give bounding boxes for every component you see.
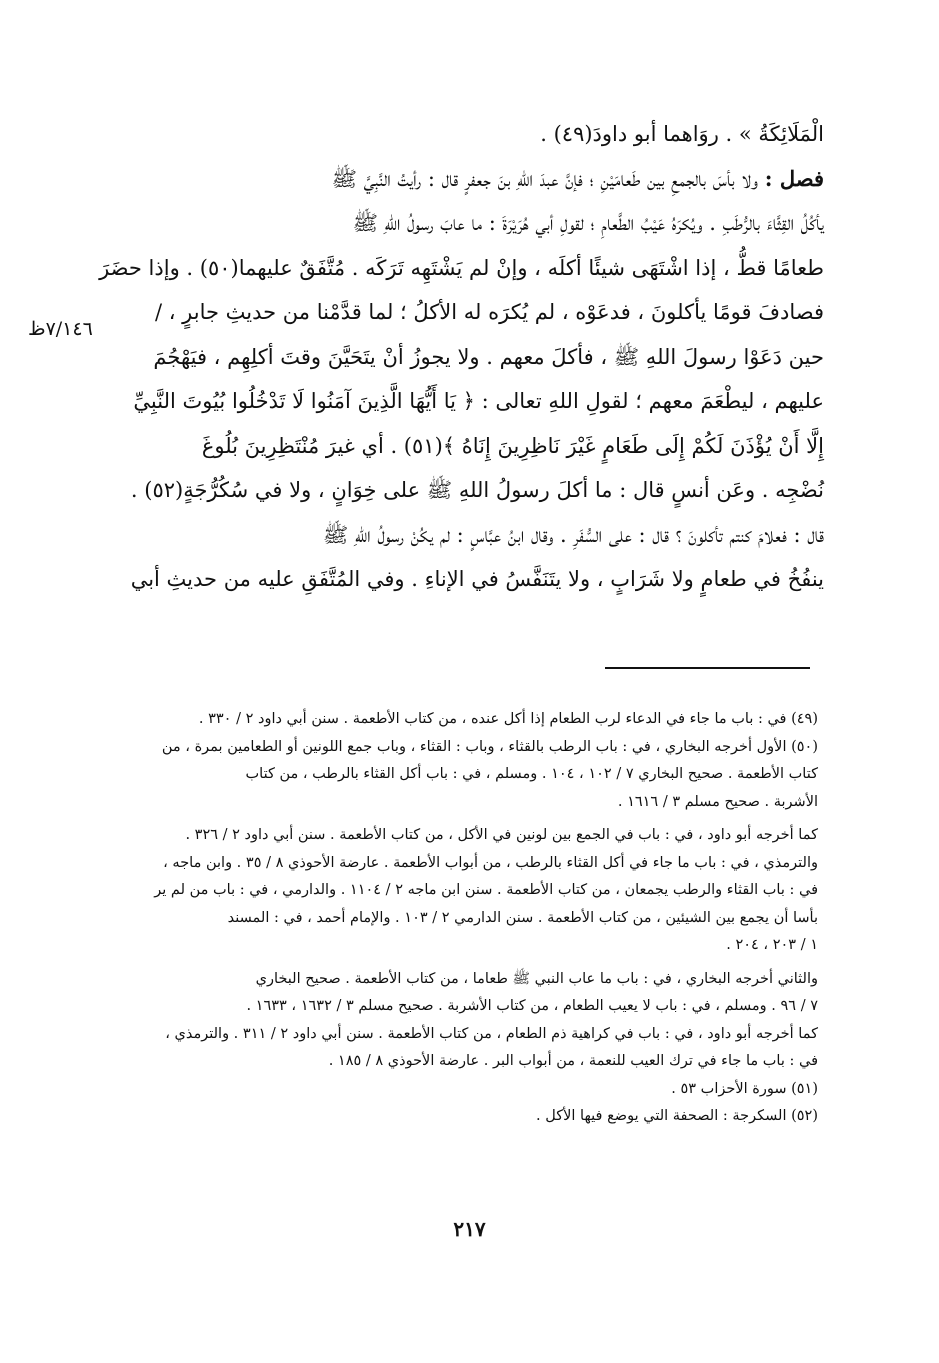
body-line: فصادفَ قومًا يأكلونَ ، فدعَوْه ، لم يُكرَه له الأكلُ ؛ لما قدَّمْنا من حديثِ جابرٍ ، / — [154, 300, 824, 324]
footnote-line: والترمذي ، في : باب ما جاء في أكل القثاء بالرطب ، من أبواب الأطعمة . عارضة الأحوذي ٨ / ٣٥ . وابن ماجه ، — [163, 854, 818, 871]
footnote-line: بأسا أن يجمع بين الشيئين ، من كتاب الأطعمة . سنن الدارمي ٢ / ١٠٣ . والإمام أحمد ، في : المسند — [227, 909, 818, 926]
body-line: قال : فعلامَ كنتم تأكلونَ ؟ قال : على السُّفَرِ . وقال ابنُ عبَّاسٍ : لم يكُنْ رسولُ اللهِ ﷺ — [322, 522, 824, 547]
body-line: حين دَعَوْا رسولَ اللهِ ﷺ ، فأكلَ معهم . ولا يجوزُ أنْ يتَحَيَّنَ وقتَ أكلِهِم ، فيَهْجُمَ — [153, 344, 824, 369]
page-number: ٢١٧ — [453, 1217, 486, 1241]
body-line: إِلَّا أَنْ يُؤْذَنَ لَكُمْ إِلَى طَعَامٍ غَيْرَ نَاظِرِينَ إِنَاهُ ﴾(٥١) . أي غيرَ مُنْتَظِرِينَ بُلُوغَ — [201, 433, 824, 458]
margin-folio-reference: ٧/١٤٦ظ — [28, 318, 93, 340]
footnote-line: كتاب الأطعمة . صحيح البخاري ٧ / ١٠٢ ، ١٠٤ . ومسلم ، في : باب أكل القثاء بالرطب ، من كتاب — [245, 766, 818, 782]
footnote-line: (٥٢) السكرجة : الصحفة التي يوضع فيها الأكل . — [536, 1108, 818, 1124]
body-line: عليهم ، ليطْعَمَ معهم ؛ لقولِ اللهِ تعالى : ﴿ يَا أَيُّهَا الَّذِينَ آمَنُوا لَا تَدْخُلُوا بُيُوتَ النَّبِيِّ — [133, 389, 824, 413]
footnote-line: ٧ / ٩٦ . ومسلم ، في : باب لا يعيب الطعام ، من كتاب الأشربة . صحيح مسلم ٣ / ١٦٣٢ ، ١٦٣٣ . — [246, 998, 818, 1014]
footnote-line: (٥١) سورة الأحزاب ٥٣ . — [671, 1080, 818, 1097]
footnote-separator — [605, 667, 810, 669]
footnote-line: والثاني أخرجه البخاري ، في : باب ما عاب النبي ﷺ طعاما ، من كتاب الأطعمة . صحيح البخاري — [255, 970, 818, 987]
footnote-line: (٥٠) الأول أخرجه البخاري ، في : باب الرطب بالقثاء ، وباب : القثاء ، وباب جمع اللونين أو الطعامين بمرة ، من — [161, 738, 818, 755]
body-line: يأكُلُ القِثَّاءَ بالرُّطَبِ . ويُكرَهُ عَيْبُ الطَّعامِ ؛ لقولِ أبي هُرَيْرَةَ : ما عابَ رسولُ اللهِ ﷺ — [352, 211, 824, 235]
body-line: نُضْجِه . وعَن أنسٍ قال : ما أكلَ رسولُ اللهِ ﷺ على خِوَانٍ ، ولا في سُكُرُّجَةٍ(٥٢) . — [130, 478, 824, 502]
footnote-line: في : باب ما جاء في ترك العيب للنعمة ، من أبواب البر . عارضة الأحوذي ٨ / ١٨٥ . — [328, 1053, 818, 1069]
body-line-text: ولا بأسَ بالجمعِ بين طَعامَيْنِ ؛ فإنَّ عبدَ اللهِ بنَ جعفرٍ قال : رأيتُ النَّبِيَّ ﷺ — [331, 166, 759, 191]
footnote-line: (٤٩) في : باب ما جاء في الدعاء لرب الطعام إذا أكل عنده ، من كتاب الأطعمة . سنن أبي داود ٢ / ٣٣٠ . — [198, 711, 818, 727]
body-line: طعامًا قطُّ ، إذا اشْتَهَى شيئًا أكلَه ، وإنْ لم يَشْتَهِه تَرَكَه . مُتَّفَقٌ عليهما(٥٠) . وإذا حضَرَ — [99, 255, 824, 280]
main-text — [99, 112, 824, 602]
footnote-line: كما أخرجه أبو داود ، في : باب في الجمع بين لونين في الأكل ، من كتاب الأطعمة . سنن أبي داود ٢ / ٣٢٦ . — [185, 827, 818, 843]
body-line: ينفُخُ في طعامٍ ولا شَرَابٍ ، ولا يتَنَفَّسُ في الإناءِ . وفي المُتَّفَقِ عليه من حديثِ أبي — [130, 567, 824, 591]
body-line-section-start — [112, 157, 824, 202]
body-line: الْمَلَائِكَةُ » . روَاهما أبو داودَ(٤٩) . — [540, 122, 824, 146]
footnote-line: الأشربة . صحيح مسلم ٣ / ١٦١٦ . — [617, 793, 818, 810]
footnote-line: كما أخرجه أبو داود ، في : باب في كراهية ذم الطعام ، من كتاب الأطعمة . سنن أبي داود ٢ / ٣١١ . والترمذي ، — [165, 1025, 818, 1042]
footnote-line: ١ / ٢٠٣ ، ٢٠٤ . — [726, 937, 818, 953]
footnotes — [112, 706, 818, 1131]
footnote-line: في : باب القثاء والرطب يجمعان ، من كتاب الأطعمة . سنن ابن ماجه ٢ / ١١٠٤ . والدارمي ، في : باب من لم ير — [154, 882, 818, 898]
section-heading: فصل : — [764, 165, 824, 191]
